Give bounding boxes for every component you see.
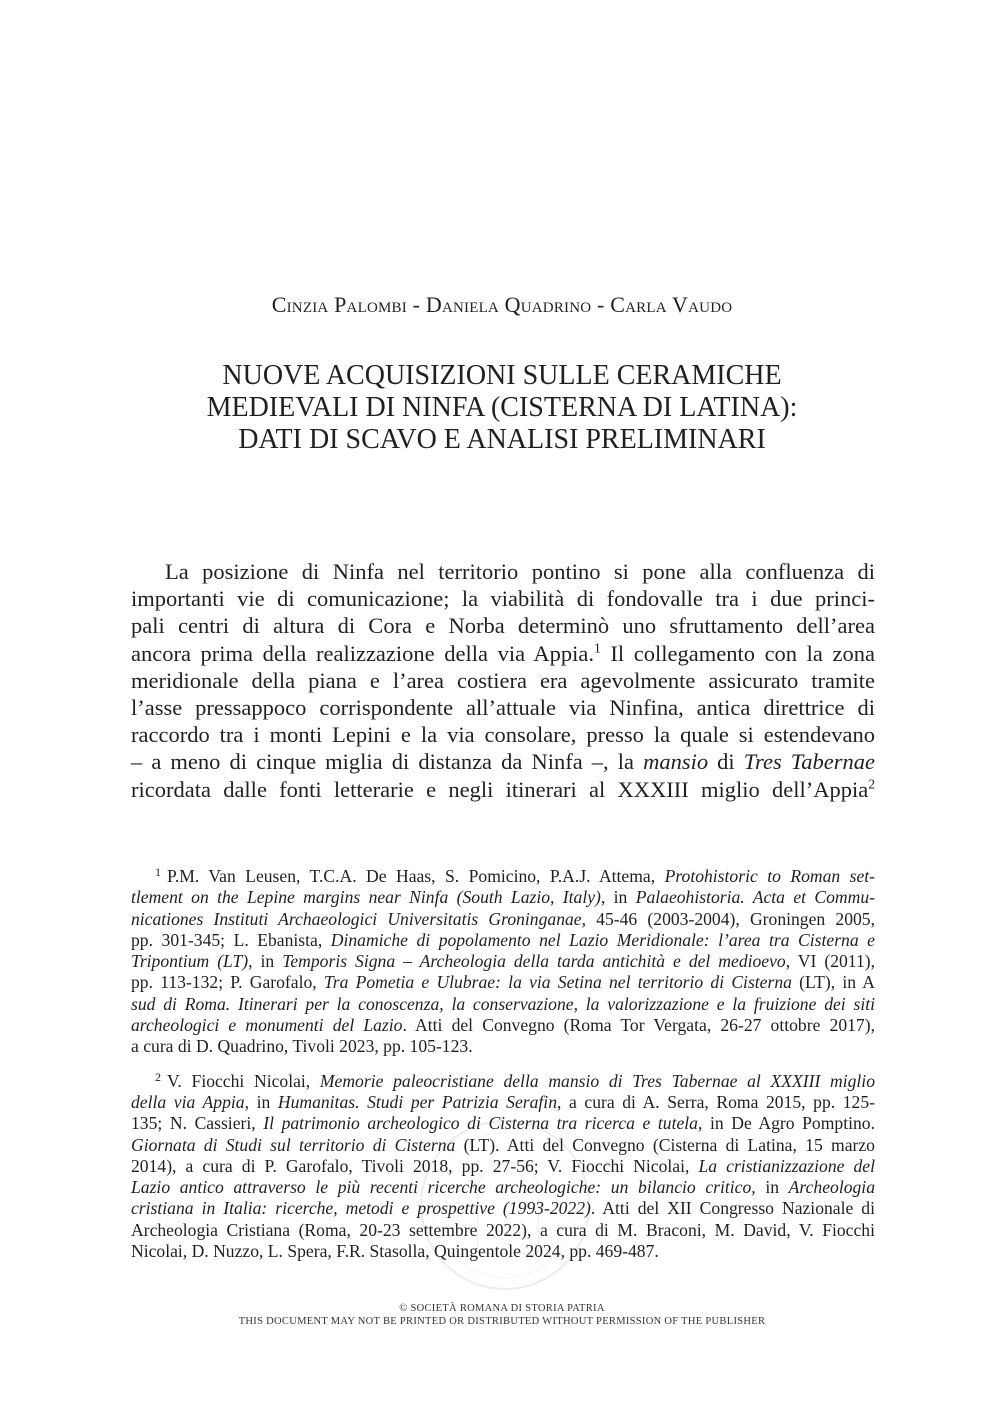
body-line: raccordo tra i monti Lepini e la via consolare, presso la quale si estendevano [131,722,875,748]
body-line: ricordata dalle fonti letterarie e negli itinerari al XXXIII miglio dell’Appia$^2$ [131,776,875,802]
footnote-2: $^2$ V. Fiocchi Nicolai, Memorie paleocristiane della mansio di Tres Tabernae al XXXIII miglio della via Appia, in Humanitas. Studi per Patrizia Serafin, a cura di A. Serra, Roma 2015, pp. 125- 135; N. Cassieri, Il patrimonio archeologico di Cisterna tra ricerca e tutela, in De Agro Pomptino. Giornata di Studi sul territorio di Cisterna (LT). Atti del Convegno (Cisterna di Latina, 15 marzo 2014), a cura di P. Garofalo, Tivoli 2018, pp. 27-56; V. Fiocchi Nicolai, La cristianizzazione del Lazio antico attraverso le più recenti ricerche archeologiche: un bilancio critico, in Archeologia cristiana in Italia: ricerche, metodi e prospettive (1993-2022). Atti del XII Congresso Nazionale di Archeologia Cristiana (Roma, 20-23 settembre 2022), a cura di M. Braconi, M. David, V. Fiocchi Nicolai, D. Nuzzo, L. Spera, F.R. Stasolla, Quingentole 2024, pp. 469-487. [131,1069,876,1262]
distribution-notice: THIS DOCUMENT MAY NOT BE PRINTED OR DISTRIBUTED WITHOUT PERMISSION OF THE PUBLISHER [238,1316,766,1327]
body-line: La posizione di Ninfa nel territorio pontino si pone alla confluenza di [165,559,875,584]
copyright-notice [0,1302,1004,1328]
copyright-line: © SOCIETÀ ROMANA DI STORIA PATRIA [399,1303,605,1314]
footnote-1: $^1$ P.M. Van Leusen, T.C.A. De Haas, S. Pomicino, P.A.J. Attema, Protohistoric to Roman set- tlement on the Lepine margins near Ninfa (South Lazio, Italy), in Palaeohistoria. Acta et Commu- nicationes Instituti Archaeologici Universitatis Groninganae, 45-46 (2003-2004), Groningen 2005, pp. 301-345; L. Ebanista, Dinamiche di popolamento nel Lazio Meridionale: l’area tra Cisterna e Tripontium (LT), in Temporis Signa – Archeologia della tarda antichità e del medioevo, VI (2011), pp. 113-132; P. Garofalo, Tra Pometia e Ulubrae: la via Setina nel territorio di Cisterna (LT), in A sud di Roma. Itinerari per la conoscenza, la conservazione, la valorizzazione e la fruizione dei siti archeologici e monumenti del Lazio. Atti del Convegno (Roma Tor Vergata, 26-27 ottobre 2017), a cura di D. Quadrino, Tivoli 2023, pp. 105-123. [131,865,876,1057]
body-paragraph [131,558,875,803]
body-line: meridionale della piana e l’area costiera era agevolmente assicurato tramite [131,667,875,693]
footnote-ref-2[interactable]: 2 [868,776,875,792]
footnote-number: 1 [155,865,161,879]
title-line: NUOVE ACQUISIZIONI SULLE CERAMICHE [222,360,782,391]
body-line: – a meno di cinque miglia di distanza da Ninfa –, la mansio di Tres Tabernae [131,749,875,775]
body-line: importanti vie di comunicazione; la viabilità di fondovalle tra i due princi- [131,586,875,612]
footnotes [131,862,875,1271]
body-line: pali centri di altura di Cora e Norba determinò uno sfruttamento dell’area [131,613,875,639]
footnote-ref-1[interactable]: 1 [594,640,601,656]
body-line: ancora prima della realizzazione della via Appia.$^1$ Il collegamento con la zona [131,640,875,666]
footnote-number: 2 [155,1069,161,1084]
body-line: l’asse pressappoco corrispondente all’attuale via Ninfina, antica direttrice di [131,695,875,721]
title-line: DATI DI SCAVO E ANALISI PRELIMINARI [238,424,766,455]
article-title [0,360,1004,456]
title-line: MEDIEVALI DI NINFA (CISTERNA DI LATINA): [206,392,798,423]
authors: Cinzia Palombi - Daniela Quadrino - Carla Vaudo [271,292,733,317]
